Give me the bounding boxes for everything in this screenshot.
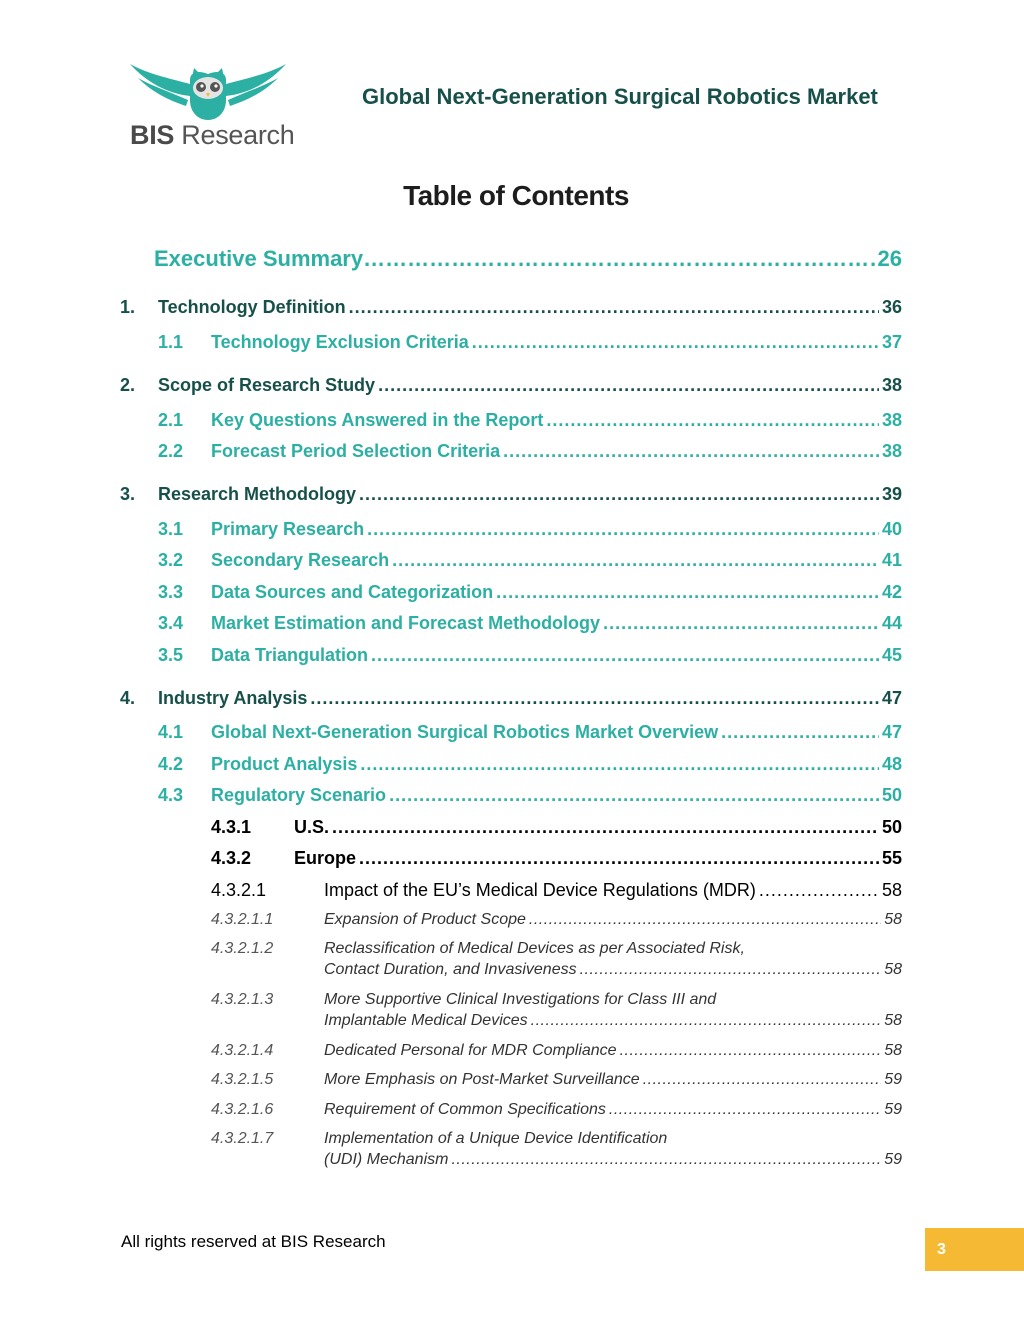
dot-leader: [529, 911, 881, 929]
dot-leader: [643, 1071, 882, 1089]
toc-entry[interactable]: 4.3.2.1.1 Expansion of Product Scope ..... 58: [211, 911, 902, 929]
dot-leader: [531, 1012, 882, 1030]
toc-entry[interactable]: 4.3.2.1.5 More Emphasis on Post-Market Surveillance ..... 59: [211, 1071, 902, 1089]
dot-leader: [367, 519, 879, 540]
owl-logo-icon: [128, 60, 288, 122]
toc-entry[interactable]: 3.5 Data Triangulation ..... 45: [158, 645, 902, 666]
toc-entry[interactable]: 1.1 Technology Exclusion Criteria ..... 37: [158, 332, 902, 353]
dot-leader: [721, 722, 879, 743]
copyright-footer: All rights reserved at BIS Research: [121, 1232, 386, 1251]
logo-wordmark: BIS Research: [130, 120, 295, 150]
toc-entry[interactable]: 3. Research Methodology ..... 39: [120, 484, 902, 505]
dot-leader: [359, 848, 879, 869]
dot-leader: [620, 1042, 882, 1060]
dot-leader: [360, 754, 879, 775]
dot-leader: [503, 441, 879, 462]
toc-entry-executive-summary[interactable]: Executive Summary …………………………………………………………………………………………………………………………………………………………………………………………… 26: [154, 246, 902, 272]
toc-entry[interactable]: 4.3.1 U.S. ..... 50: [211, 817, 902, 838]
dot-leader: [378, 375, 879, 396]
dot-leader: [546, 410, 879, 431]
dot-leader: [363, 246, 877, 272]
toc-entry[interactable]: 4.2 Product Analysis ..... 48: [158, 754, 902, 775]
dot-leader: [603, 613, 879, 634]
dot-leader: [392, 550, 879, 571]
dot-leader: [759, 880, 879, 901]
dot-leader: [472, 332, 879, 353]
dot-leader: [371, 645, 879, 666]
toc-entry[interactable]: 3.1 Primary Research ..... 40: [158, 519, 902, 540]
dot-leader: [389, 785, 879, 806]
toc-entry[interactable]: 4.3.2.1.4 Dedicated Personal for MDR Compliance ..... 58: [211, 1042, 902, 1060]
report-title: Global Next-Generation Surgical Robotics Market: [362, 84, 878, 109]
toc-entry[interactable]: 4. Industry Analysis ..... 47: [120, 688, 902, 709]
dot-leader: [349, 297, 879, 318]
toc-entry[interactable]: 4.3.2.1.6 Requirement of Common Specifications ..... 59: [211, 1101, 902, 1119]
dot-leader: [496, 582, 879, 603]
toc-entry[interactable]: 1. Technology Definition ..... 36: [120, 297, 902, 318]
page-number-badge: [925, 1228, 1024, 1271]
page-number: 3: [937, 1241, 946, 1258]
toc-heading: Table of Contents: [403, 180, 629, 211]
toc-entry[interactable]: 2. Scope of Research Study ..... 38: [120, 375, 902, 396]
toc-entry[interactable]: 4.3.2 Europe ..... 55: [211, 848, 902, 869]
bis-research-logo: [128, 60, 295, 152]
toc-entry[interactable]: 3.2 Secondary Research ..... 41: [158, 550, 902, 571]
dot-leader: [359, 484, 879, 505]
toc-entry[interactable]: 3.3 Data Sources and Categorization ..... 42: [158, 582, 902, 603]
dot-leader: [609, 1101, 881, 1119]
toc-entry[interactable]: 4.3 Regulatory Scenario ..... 50: [158, 785, 902, 806]
toc-entry[interactable]: 3.4 Market Estimation and Forecast Methodology ..... 44: [158, 613, 902, 634]
dot-leader: [580, 961, 882, 979]
toc-entry[interactable]: 4.1 Global Next-Generation Surgical Robotics Market Overview ..... 47: [158, 722, 902, 743]
dot-leader: [332, 817, 879, 838]
toc-entry[interactable]: 4.3.2.1 Impact of the EU’s Medical Device Regulations (MDR) ..... 58: [211, 880, 902, 901]
toc-entry[interactable]: 2.2 Forecast Period Selection Criteria ..... 38: [158, 441, 902, 462]
dot-leader: [310, 688, 879, 709]
dot-leader: [451, 1151, 881, 1169]
toc-entry[interactable]: 2.1 Key Questions Answered in the Report ..... 38: [158, 410, 902, 431]
